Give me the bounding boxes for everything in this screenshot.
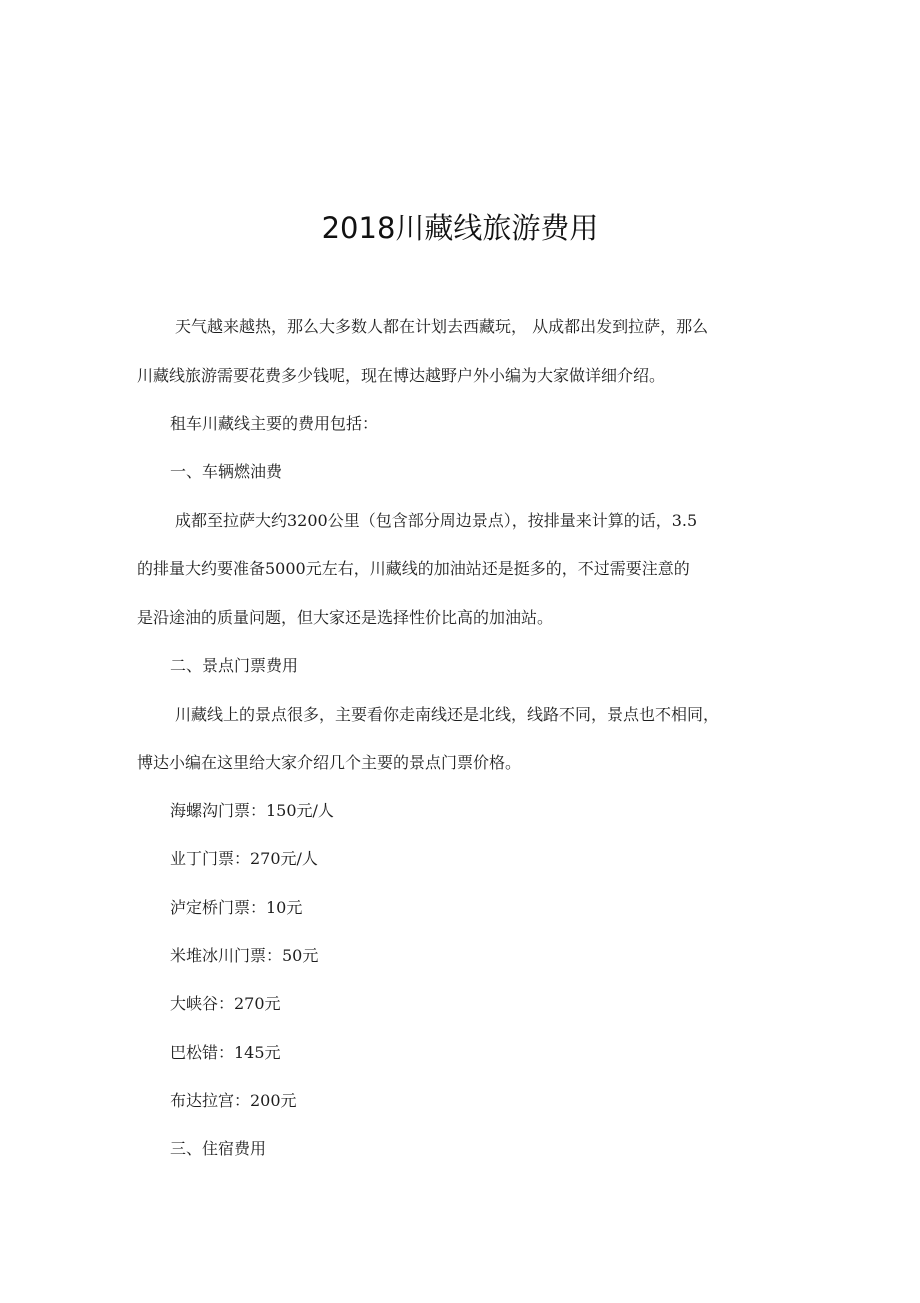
section-1-line-1: 成都至拉萨大约3200公里（包含部分周边景点），按排量来计算的话，3.5 bbox=[175, 511, 698, 530]
intro-line-2: 川藏线旅游需要花费多少钱呢，现在博达越野户外小编为大家做详细介绍。 bbox=[137, 366, 666, 385]
section-2-line-2: 博达小编在这里给大家介绍几个主要的景点门票价格。 bbox=[137, 753, 522, 772]
ticket-item-luding-bridge: 泸定桥门票：10元 bbox=[170, 898, 303, 917]
section-3-heading: 三、住宿费用 bbox=[170, 1139, 267, 1158]
section-1-line-2: 的排量大约要准备5000元左右，川藏线的加油站还是挺多的，不过需要注意的 bbox=[137, 559, 690, 578]
ticket-item-midui-glacier: 米堆冰川门票：50元 bbox=[170, 946, 319, 965]
section-1-line-3: 是沿途油的质量问题，但大家还是选择性价比高的加油站。 bbox=[137, 608, 554, 627]
section-2-heading: 二、景点门票费用 bbox=[170, 656, 299, 675]
intro-line-1: 天气越来越热，那么大多数人都在计划去西藏玩， 从成都出发到拉萨，那么 bbox=[175, 317, 709, 336]
ticket-item-yeding: 业丁门票：270元/人 bbox=[170, 849, 318, 868]
ticket-item-grand-canyon: 大峡谷：270元 bbox=[170, 994, 281, 1013]
document-title: 2018川藏线旅游费用 bbox=[321, 211, 599, 245]
section-2-line-1: 川藏线上的景点很多，主要看你走南线还是北线，线路不同，景点也不相同， bbox=[175, 705, 720, 724]
ticket-item-hailuogou: 海螺沟门票：150元/人 bbox=[170, 801, 334, 820]
ticket-item-basongcuo: 巴松错：145元 bbox=[170, 1043, 281, 1062]
section-1-heading: 一、车辆燃油费 bbox=[170, 462, 283, 481]
costs-intro: 租车川藏线主要的费用包括： bbox=[170, 414, 379, 433]
ticket-item-potala-palace: 布达拉宫：200元 bbox=[170, 1091, 297, 1110]
